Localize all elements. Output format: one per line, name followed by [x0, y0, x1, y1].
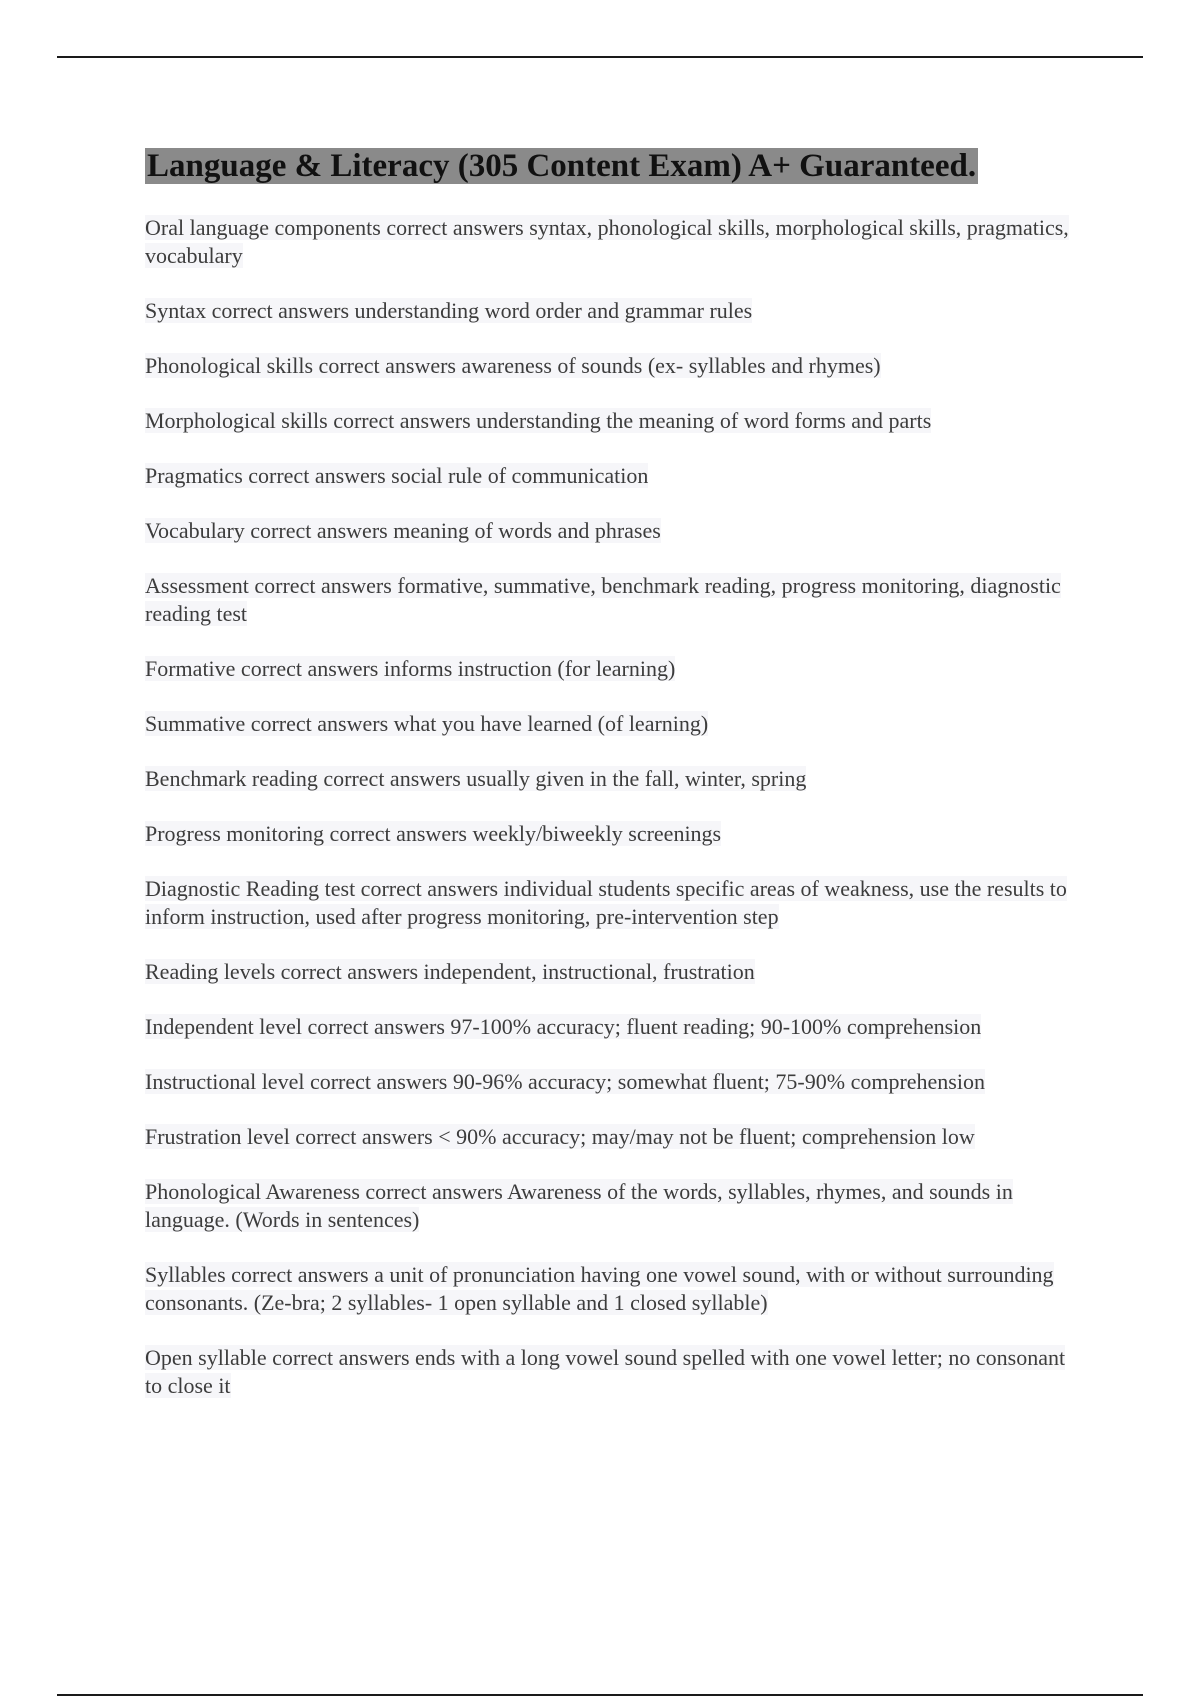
qa-entry [145, 765, 1085, 793]
qa-entry-text: Reading levels correct answers independent, instructional, frustration [145, 959, 755, 984]
qa-entry-text: Independent level correct answers 97-100% accuracy; fluent reading; 90-100% comprehension [145, 1014, 982, 1039]
qa-entry [145, 820, 1085, 848]
qa-entry [145, 710, 1085, 738]
qa-entry-text: Phonological skills correct answers awareness of sounds (ex- syllables and rhymes) [145, 353, 881, 378]
qa-entry-text: Frustration level correct answers < 90% accuracy; may/may not be fluent; comprehension low [145, 1124, 975, 1149]
qa-entry [145, 214, 1085, 270]
qa-entry [145, 517, 1085, 545]
qa-entry-text: Open syllable correct answers ends with a long vowel sound spelled with one vowel letter; no consonant to close it [145, 1345, 1066, 1398]
qa-entry-text: Phonological Awareness correct answers Awareness of the words, syllables, rhymes, and sounds in language. (Words in sentences) [145, 1179, 1013, 1232]
qa-entry-text: Progress monitoring correct answers weekly/biweekly screenings [145, 821, 722, 846]
qa-entry [145, 352, 1085, 380]
bottom-rule [57, 1694, 1143, 1696]
document-title-text: Language & Literacy (305 Content Exam) A+ Guaranteed. [147, 148, 977, 184]
qa-entry-text: Syntax correct answers understanding word order and grammar rules [145, 298, 753, 323]
qa-entry [145, 462, 1085, 490]
qa-entry [145, 655, 1085, 683]
qa-entry [145, 1123, 1085, 1151]
qa-entry-text: Summative correct answers what you have learned (of learning) [145, 711, 709, 736]
qa-entry-text: Diagnostic Reading test correct answers individual students specific areas of weakness, use the results to inform instruction, used after progress monitoring, pre-intervention step [145, 876, 1067, 929]
qa-entry [145, 1013, 1085, 1041]
qa-entry-text: Pragmatics correct answers social rule of communication [145, 463, 649, 488]
qa-entry [145, 572, 1085, 628]
document-title [145, 145, 1085, 188]
qa-entry-text: Formative correct answers informs instruction (for learning) [145, 656, 676, 681]
qa-entry [145, 407, 1085, 435]
qa-entry [145, 1261, 1085, 1317]
qa-entry-text: Instructional level correct answers 90-96% accuracy; somewhat fluent; 75-90% comprehension [145, 1069, 985, 1094]
qa-entry-text: Vocabulary correct answers meaning of words and phrases [145, 518, 661, 543]
qa-entry [145, 297, 1085, 325]
qa-entry [145, 1068, 1085, 1096]
qa-entry-text: Syllables correct answers a unit of pronunciation having one vowel sound, with or without surrounding consonants. (Ze-bra; 2 syllables- 1 open syllable and 1 closed syllable) [145, 1262, 1054, 1315]
document-body [145, 145, 1085, 1427]
qa-entry [145, 1344, 1085, 1400]
qa-entry-text: Assessment correct answers formative, summative, benchmark reading, progress monitoring, diagnostic reading test [145, 573, 1061, 626]
qa-entry [145, 875, 1085, 931]
qa-entry [145, 1178, 1085, 1234]
qa-entry-text: Morphological skills correct answers understanding the meaning of word forms and parts [145, 408, 932, 433]
qa-entry [145, 958, 1085, 986]
qa-list [145, 214, 1085, 1400]
top-rule [57, 56, 1143, 58]
qa-entry-text: Benchmark reading correct answers usually given in the fall, winter, spring [145, 766, 807, 791]
qa-entry-text: Oral language components correct answers syntax, phonological skills, morphological skills, pragmatics, vocabulary [145, 215, 1069, 268]
